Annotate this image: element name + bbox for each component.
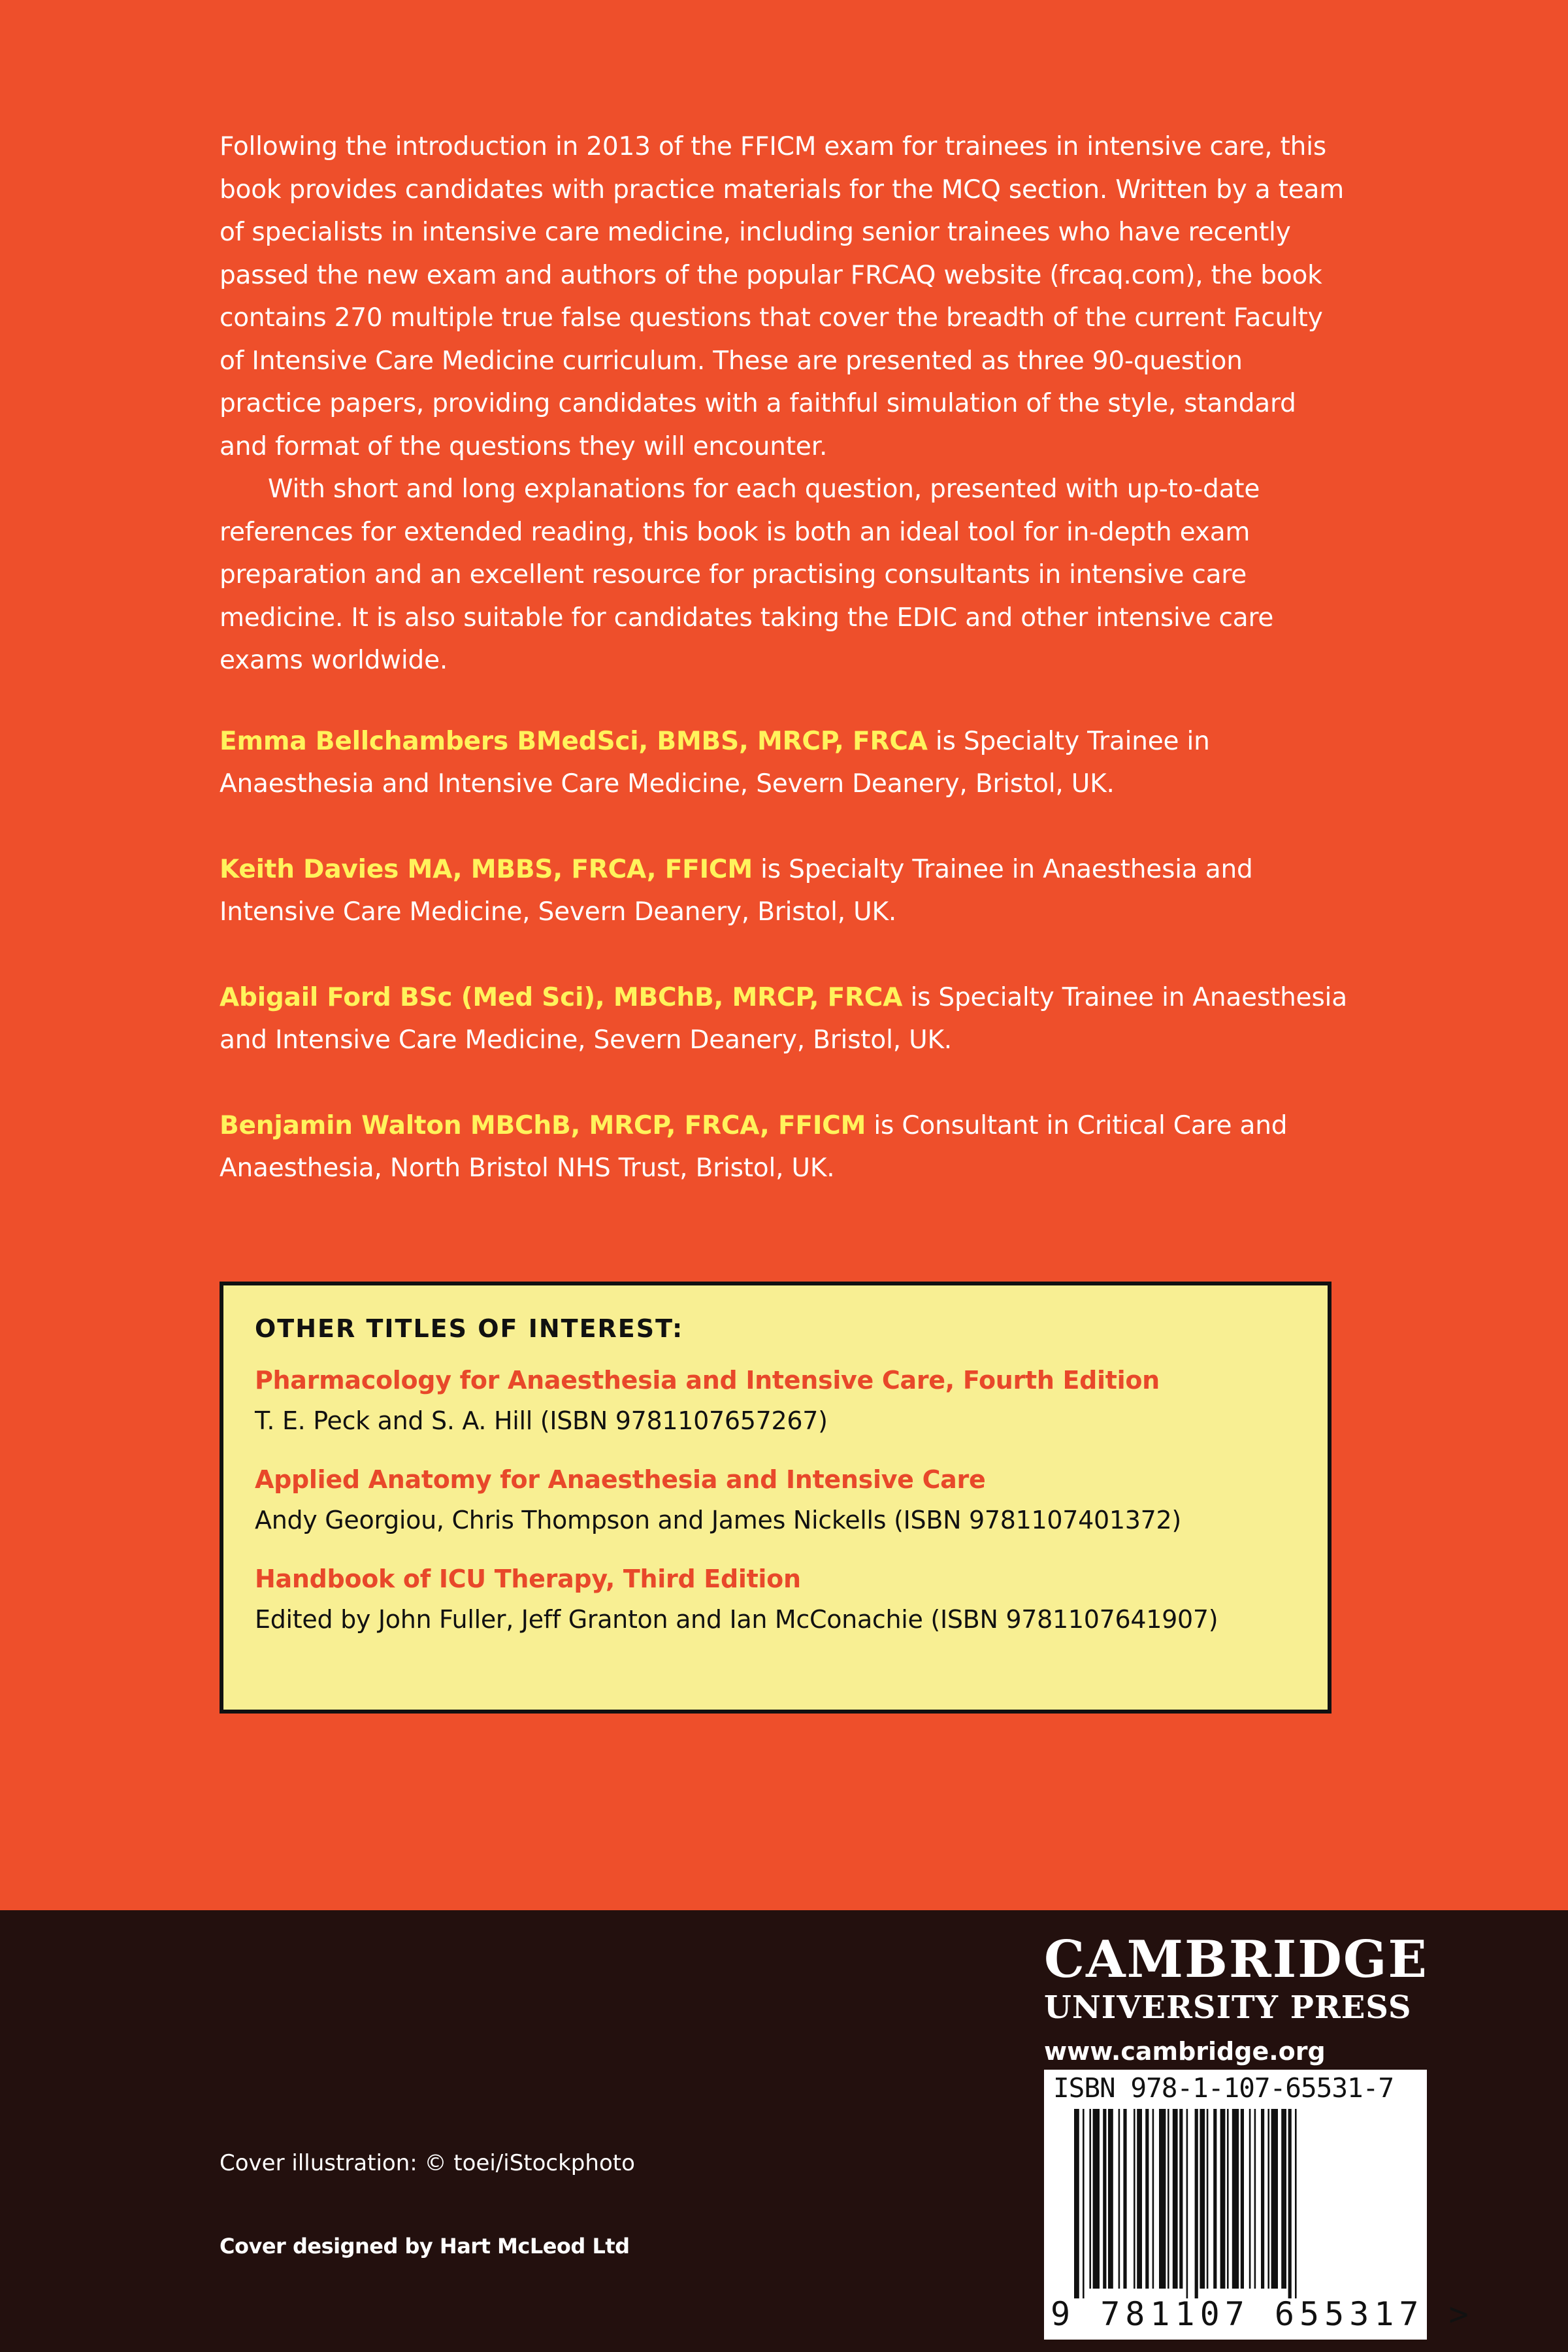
other-title-authors: Andy Georgiou, Chris Thompson and James Nickells (ISBN 9781107401372) (255, 1506, 1181, 1534)
other-title-authors: Edited by John Fuller, Jeff Granton and Ian McConachie (ISBN 9781107641907) (255, 1605, 1218, 1634)
barcode-bar (1261, 2109, 1264, 2289)
barcode-bar (1241, 2109, 1244, 2289)
author-name: Keith Davies MA, MBBS, FRCA, FFICM (220, 854, 753, 884)
blurb-paragraph-1: Following the introduction in 2013 of the FFICM exam for trainees in intensive care, this book provides candidates with practice materials for the MCQ section. Written by a team of specialists in intensive care medicine, including senior trainees who have recently passed the new exam and authors of the popular FRCAQ website (frcaq.com), the book contains 270 multiple true false questions that cover the breadth of the current Faculty of Intensive Care Medicine curriculum. These are presented as three 90-question practice papers, providing candidates with a faithful simulation of the style, standard and format of the questions they will encounter. (220, 132, 1344, 461)
publisher-name: CAMBRIDGE (1044, 1930, 1428, 1989)
barcode-bar (1093, 2109, 1100, 2289)
barcode-bar (1134, 2109, 1135, 2289)
barcode-bar (1288, 2109, 1292, 2298)
barcode-bar (1281, 2109, 1286, 2289)
other-titles-heading: OTHER TITLES OF INTEREST: (255, 1314, 684, 1343)
author-role: is Specialty Trainee in Anaesthesia and Intensive Care Medicine, Severn Deanery, Bristol, UK. (220, 726, 1210, 799)
other-titles-box (220, 1282, 1331, 1714)
other-title-name: Pharmacology for Anaesthesia and Intensive Care, Fourth Edition (255, 1366, 1160, 1395)
barcode-bar (1173, 2109, 1178, 2289)
barcode-bar (1227, 2109, 1229, 2289)
barcode-bar (1195, 2109, 1198, 2298)
barcode-bar (1137, 2109, 1142, 2289)
author-bio (220, 720, 1350, 806)
barcode-bar (1119, 2109, 1120, 2289)
barcode-bar (1207, 2109, 1209, 2289)
barcode-bar (1159, 2109, 1166, 2289)
barcode-icon (1074, 2109, 1401, 2298)
barcode-bar (1295, 2109, 1297, 2298)
barcode-panel (1044, 2070, 1474, 2340)
barcode-bar (1168, 2109, 1169, 2289)
barcode-bar (1200, 2109, 1205, 2289)
author-bio (220, 1104, 1350, 1190)
barcode-bar (1083, 2109, 1085, 2298)
barcode-bar (1145, 2109, 1149, 2289)
blurb (220, 125, 1350, 682)
barcode-bar (1249, 2109, 1251, 2289)
barcode-bar (1186, 2109, 1188, 2298)
author-name: Emma Bellchambers BMedSci, BMBS, MRCP, FRCA (220, 726, 928, 756)
publisher-website[interactable]: www.cambridge.org (1044, 2037, 1326, 2066)
other-title-name: Applied Anatomy for Anaesthesia and Intensive Care (255, 1465, 986, 1494)
barcode-bar (1103, 2109, 1106, 2289)
barcode-bar (1123, 2109, 1126, 2289)
author-name: Abigail Ford BSc (Med Sci), MBChB, MRCP, FRCA (220, 982, 903, 1012)
barcode-bar (1152, 2109, 1154, 2289)
publisher-subname: UNIVERSITY PRESS (1044, 1989, 1412, 2026)
barcode-bar (1232, 2109, 1239, 2289)
barcode-digits: 9 781107 655317 > (1051, 2295, 1474, 2333)
barcode-bar (1074, 2109, 1079, 2298)
other-title-name: Handbook of ICU Therapy, Third Edition (255, 1565, 801, 1593)
blurb-paragraph-2: With short and long explanations for each question, presented with up-to-date references for extended reading, this book is both an ideal tool for in-depth exam preparation and an excellent resource for practising consultants in intensive care medicine. It is also suitable for candidates taking the EDIC and other intensive care exams worldwide. (220, 474, 1274, 675)
barcode-bar (1213, 2109, 1217, 2289)
author-role: is Specialty Trainee in Anaesthesia and Intensive Care Medicine, Severn Deanery, Bristol, UK. (220, 982, 1347, 1055)
barcode-bar (1267, 2109, 1269, 2289)
back-cover-text (220, 125, 1350, 1190)
barcode-bar (1179, 2109, 1183, 2289)
author-name: Benjamin Walton MBChB, MRCP, FRCA, FFICM (220, 1110, 866, 1140)
author-bio (220, 848, 1350, 934)
author-role: is Consultant in Critical Care and Anaesthesia, North Bristol NHS Trust, Bristol, UK. (220, 1110, 1288, 1183)
barcode-bar (1254, 2109, 1256, 2289)
footer-band (0, 1910, 1568, 2352)
other-title-item (255, 1559, 1296, 1640)
publisher-logo (1044, 1930, 1429, 2074)
cover-design-credit: Cover designed by Hart McLeod Ltd (220, 2234, 630, 2259)
author-bio (220, 976, 1350, 1062)
other-title-item (255, 1459, 1296, 1540)
barcode-bar (1089, 2109, 1091, 2289)
barcode-bar (1220, 2109, 1226, 2289)
barcode-bar (1271, 2109, 1278, 2289)
author-role: is Specialty Trainee in Anaesthesia and Intensive Care Medicine, Severn Deanery, Bristol, UK. (220, 854, 1253, 927)
cover-illustration-credit: Cover illustration: © toei/iStockphoto (220, 2150, 635, 2176)
isbn-number: ISBN 978-1-107-65531-7 (1053, 2072, 1394, 2104)
other-title-authors: T. E. Peck and S. A. Hill (ISBN 9781107657267) (255, 1406, 828, 1435)
barcode-bar (1108, 2109, 1113, 2289)
other-title-item (255, 1360, 1296, 1441)
